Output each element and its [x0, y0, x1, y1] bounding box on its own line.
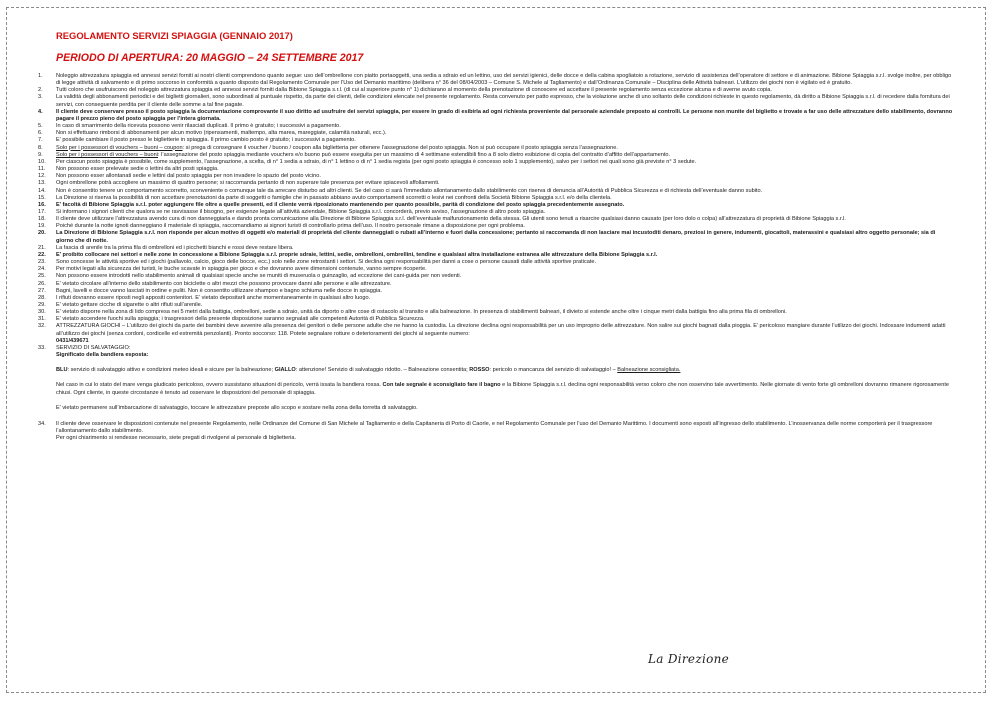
regulation-document: [38, 30, 953, 442]
rule-item: [38, 180, 953, 187]
rule-item: [38, 345, 953, 359]
rule-number: 2.: [38, 87, 43, 94]
rule-text: Si informano i signori clienti che qualora se ne ravvisasse il bisogno, per esigenze legate all’attività aziendale, Bibione Spiaggia s.r.l. concorderà, previo avviso, l’assegnazione di altro posto spiaggia.: [56, 208, 546, 215]
rule-underlined: Solo per i possessori di vouchers – buoni – coupon: [56, 144, 183, 151]
rule-text: Non possono esser allontanati sedie e lettini dal posto spiaggia per non invadere lo spazio del posto vicino.: [56, 173, 321, 180]
rule-number: 13.: [38, 180, 46, 187]
rule-number: 11.: [38, 166, 46, 173]
rule-number: 22.: [38, 251, 46, 258]
danger-text-a: Nel caso in cui lo stato del mare venga giudicato pericoloso, ovvero sussistano situazioni di pericolo, verrà issata la bandiera rossa.: [56, 382, 383, 389]
rule-text: Non possono esser prelevate sedie o lettini da altri posti spiaggia.: [56, 166, 219, 173]
rule-text: SERVIZIO DI SALVATAGGIO:: [56, 344, 131, 351]
rule-text: La Direzione si riserva la possibilità di non accettare prenotazioni da parte di soggetti o famiglie che in passato abbiano avuto comportamenti scorretti o lesivi nei confronti della Società Bibione Spiaggia s.r.l. e/o della clientela.: [56, 194, 612, 201]
rule-number: 29.: [38, 302, 46, 308]
rule-text: Non possono essere introdotti nello stabilimento animali di qualsiasi specie anche se muniti di museruola o guinzaglio, ad eccezione dei cani-guida per non vedenti.: [56, 273, 462, 280]
rule-text: La fascia di arenile tra la prima fila di ombrelloni ed i picchetti bianchi e rossi deve restare libera.: [56, 244, 294, 251]
opening-period: PERIODO DI APERTURA: 20 MAGGIO – 24 SETTEMBRE 2017: [56, 52, 364, 64]
rule-number: 27.: [38, 287, 46, 294]
rule-item: [38, 323, 953, 344]
rule-text: Noleggio attrezzatura spiaggia ed annessi servizi forniti ai nostri clienti comprendono quanto segue: uso dell’ombrellone con piatto portaoggetti, una sedia a sdraio ed un lettino, uso dei servizi igienici, delle docce e della cabina spogliatoio a rotazione, servizio di assistenza dell’operatore di settore e di animazione. Bibione Spiaggia s.r.l. svolge inoltre, per obbligo di legge attività di salvamento e di primo soccorso in conformità a quanto disposto dal Regolamento Comunale per l’Uso del Demanio marittimo (delibera n° 36 del 08/04/2003 – Comune S. Michele al Tagliamento) e dall’Ordinanza Comunale – Disciplina delle Attività balneari. L’utilizzo dei giochi non è vigilato ed è gratuito.: [56, 73, 952, 87]
closing-rule-number: 34.: [38, 420, 46, 427]
rule-text: E’ possibile cambiare il posto presso le biglietterie in spiaggia. Il primo cambio posto è gratuito; i successivi a pagamento.: [56, 137, 356, 144]
closing-rule-contact: Per ogni chiarimento si rendesse necessario, siete pregati di rivolgervi al personale di biglietteria.: [56, 435, 297, 442]
closing-rule-text: Il cliente deve osservare le disposizioni contenute nel presente Regolamento, nelle Ordinanze del Comune di San Michele al Tagliamento e della Capitaneria di Porto di Caorle, e nel Regolamento Comunale per l’uso del Demanio Marittimo. I documenti sono esposti all’ingresso dello stabilimento. L’inosservanza delle norme comporterà per il trasgressore l’allontanamento dallo stabilimento.: [56, 420, 933, 435]
danger-paragraph: [56, 382, 953, 396]
rule-text: La validità degli abbonamenti periodici e dei biglietti giornalieri, sono subordinati al puntuale rispetto, da parte dei clienti, delle condizioni elencate nel presente regolamento. Resta convenuto per patto espresso, che la violazione anche di uno soltanto delle condizioni richieste in questo regolamento, dà diritto a Bibione Spiaggia s.r.l. di recedere dalla fornitura dei servizi, con conseguente perdita per il cliente delle somme a tal fine pagate.: [56, 94, 950, 108]
flag-rosso-label: ROSSO: [469, 367, 490, 374]
rule-item: [38, 202, 953, 209]
rule-item: [38, 73, 953, 87]
flag-giallo-label: GIALLO: [274, 367, 296, 374]
rule-number: 33.: [38, 344, 46, 351]
rule-text: Per motivi legati alla sicurezza dei turisti, le buche scavate in spiaggia per gioco e che dovranno avere dimensioni contenute, vanno sempre ricoperte.: [56, 266, 427, 273]
rule-text: ATTREZZATURA GIOCHI – L’utilizzo dei giochi da parte dei bambini deve avvenire alla presenza dei genitori o delle persone adulte che ne hanno la custodia. La direzione declina ogni responsabilità per un uso improprio delle attrezzature. Non salire sui giochi bagnati dalla pioggia. E’ pericoloso mangiare durante l’utilizzo dei giochi. Indossare indumenti adatti all’utilizzo dei giochi (senza cordoni, cordicelle ed estremità penzolanti). Pronto soccorso: 118. Potete segnalare rotture o deterioramenti dei giochi al seguente numero:: [56, 323, 946, 337]
rule-number: 7.: [38, 137, 43, 144]
danger-text-c: e la Bibione Spiaggia s.r.l. declina ogni responsabilità verso coloro che non osservino tale avvertimento. Nelle giornate di vento forte gli ombrelloni dovranno rimanere rigorosamente chiusi. Ogni cliente, in queste circostanze è tenuto ad osservare le disposizioni del personale di spiaggia.: [56, 382, 949, 396]
rule-item: [38, 245, 953, 252]
rule-item: [38, 195, 953, 202]
flag-blu-text: : servizio di salvataggio attivo e condizioni meteo ideali e sicure per la balneazione;: [67, 367, 275, 374]
rule-item: [38, 266, 953, 273]
rule-number: 6.: [38, 130, 43, 137]
rule-item: [38, 252, 953, 259]
rule-number: 21.: [38, 244, 46, 251]
rule-item: [38, 216, 953, 223]
rule-text: E’ vietato accendere fuochi sulla spiaggia; i trasgressori della presente disposizione saranno segnalati alle competenti Autorità di Pubblica Sicurezza.: [56, 316, 425, 323]
rule-item: [38, 94, 953, 108]
rule-text: E’ proibito collocare nei settori e nelle zone in concessione a Bibione Spiaggia s.r.l. proprie sdraie, lettini, sedie, ombrelloni, ombrellini, tendine e qualsiasi altra installazione estranea alle attrezzature della Bibione Spiaggia s.r.l.: [56, 251, 658, 258]
rule-text: In caso di smarrimento della ricevuta possono venir rilasciati duplicati. Il primo è gratuito; i successivi a pagamento.: [56, 123, 341, 130]
flag-meanings: [56, 367, 953, 374]
rule-item: [38, 273, 953, 280]
rule-item: [38, 173, 953, 180]
rule-number: 1.: [38, 73, 43, 79]
rule-number: 17.: [38, 208, 46, 215]
signature: La Direzione: [648, 652, 730, 666]
rule-number: 25.: [38, 273, 46, 280]
rule-number: 12.: [38, 173, 46, 180]
rule-text: E’ vietato gettare cicche di sigarette o altri rifiuti sull’arenile.: [56, 302, 203, 308]
rule-item: [38, 87, 953, 94]
rule-item: [38, 223, 953, 230]
rule-item: [38, 109, 953, 123]
rule-text: : l’assegnazione del posto spiaggia mediante vouchers e/o buono può essere eseguita per un massimo di 4 settimane estendibili fino a 8 solo dietro esibizione di copia del contratto d’affitto dell’appartamento.: [158, 151, 671, 158]
rule-number: 5.: [38, 123, 43, 130]
rule-text: Il cliente deve conservare presso il posto spiaggia la documentazione comprovante il suo diritto ad usufruire dei servizi spiaggia, per essere in grado di esibirla ad ogni richiesta proveniente dal personale aziendale preposto ai controlli. Le persone non munite del biglietto e trovate a far uso delle attrezzature dello stabilimento, dovranno pagare il prezzo pieno del posto spiaggia per l’intera giornata.: [56, 108, 953, 122]
rule-number: 10.: [38, 158, 46, 165]
rule-number: 28.: [38, 294, 46, 301]
rule-item: [38, 302, 953, 309]
flag-rosso-text: : pericolo o mancanza del servizio di salvataggio! –: [489, 367, 618, 374]
rule-number: 3.: [38, 94, 43, 101]
rule-item: [38, 288, 953, 295]
closing-rule: [38, 421, 953, 442]
rule-item: [38, 123, 953, 130]
rule-text: E’ vietato disporre nella zona di lido compresa nei 5 metri dalla battigia, ombrelloni, sedie a sdraio, unità da diporto o altre cose di ostacolo al transito e alla balneazione. In presenza di stabilimenti balneari, il divieto si estende anche oltre i cinque metri dalla battigia fino alla prima fila di ombrelloni.: [56, 309, 787, 316]
rule-number: 19.: [38, 223, 46, 230]
rule-item: [38, 159, 953, 166]
rules-list: [38, 73, 953, 359]
rule-number: 23.: [38, 259, 46, 266]
rule-text: Tutti coloro che usufruiscono del noleggio attrezzatura spiaggia ed annessi servizi forniti dalla Bibione Spiaggia s.r.l. (di cui al superiore punto n° 1) dichiarano al momento della prenotazione di conoscere ed accettare il presente regolamento senza eccezione alcuna e di averne avuto copia.: [56, 87, 772, 94]
rule-text: La Direzione di Bibione Spiaggia s.r.l. non risponde per alcun motivo di oggetti e/o materiali di proprietà del cliente danneggiati o rubati all’interno e fuori dalla concessione; pertanto si raccomanda di non lasciare mai incustoditi denaro, preziosi in genere, indumenti, giocattoli, materassini e qualsiasi altro oggetto personale; sia di giorno che di notte.: [56, 230, 936, 244]
rule-item: [38, 145, 953, 152]
rule-number: 14.: [38, 187, 46, 194]
rule-number: 32.: [38, 323, 46, 330]
rule-text: Non si effettuano rimborsi di abbonamenti per alcun motivo (ripensamenti, maltempo, alta marea, mareggiate, calamità naturali, ecc.).: [56, 130, 387, 137]
rule-text: Il cliente deve utilizzare l’attrezzatura avendo cura di non danneggiarla e dando pronta comunicazione alla Direzione di Bibione Spiaggia s.r.l. dell’eventuale malfunzionamento della stessa. Gli utenti sono tenuti a risarcire qualsiasi danno causato (per loro dolo o colpa) all’attrezzatura di proprietà di Bibione Spiaggia s.r.l.: [56, 216, 846, 223]
rule-item: [38, 188, 953, 195]
rule-text: Per ciascun posto spiaggia è possibile, come supplemento, l’assegnazione, a scelta, di n° 1 sedia a sdraio, di n° 1 lettino o di n° 1 sedia regista (per ogni posto spiaggia è concesso solo 1 supplemento), salvo per i settori nei quali sono già previste n° 3 sedute.: [56, 158, 697, 165]
rule-bold-line: 0431/439671: [56, 337, 89, 344]
rule-number: 30.: [38, 309, 46, 316]
rule-text: I rifiuti dovranno essere riposti negli appositi contenitori. E’ vietato depositarli anche momentaneamente in qualsiasi altro luogo.: [56, 294, 371, 301]
rule-text: E’ facoltà di Bibione Spiaggia s.r.l. poter aggiungere file oltre a quelle presenti, ed il cliente verrà riposizionato mantenendo per quanto possibile, parità di condizione del posto spiaggia precedentemente assegnato.: [56, 201, 625, 208]
rule-text: Ogni ombrellone potrà accogliere un massimo di quattro persone; si raccomanda pertanto di non superare tale presenza per evitare spiacevoli affollamenti.: [56, 180, 440, 187]
rule-item: [38, 130, 953, 137]
rule-text: Bagni, lavelli e docce vanno lasciati in ordine e puliti. Non è consentito utilizzare shampoo e bagno schiuma nelle docce in spiaggia.: [56, 287, 382, 294]
danger-text-bold: Con tale segnale è sconsigliato fare il bagno: [382, 382, 501, 389]
rule-item: [38, 316, 953, 323]
flag-rosso-warning: Balneazione sconsigliata.: [617, 367, 681, 374]
document-title: REGOLAMENTO SERVIZI SPIAGGIA (GENNAIO 2017): [56, 30, 293, 41]
rule-number: 4.: [38, 108, 43, 115]
rule-item: [38, 230, 953, 244]
rule-number: 18.: [38, 216, 46, 223]
rule-number: 20.: [38, 230, 46, 237]
rule-text: E’ vietato circolare all’interno dello stabilimento con biciclette o altri mezzi che possono provocare danni alle persone e alle attrezzature.: [56, 280, 392, 287]
rule-item: [38, 209, 953, 216]
rule-item: [38, 259, 953, 266]
rule-number: 26.: [38, 280, 46, 287]
flag-giallo-text: : attenzione! Servizio di salvataggio ridotto. – Balneazione consentita;: [295, 367, 470, 374]
rule-item: [38, 166, 953, 173]
rule-item: [38, 295, 953, 302]
rule-number: 9.: [38, 151, 43, 158]
rule-bold-line: Significato della bandiera esposta:: [56, 352, 149, 359]
rule-text: : si prega di consegnare il voucher / buono / coupon alla biglietteria per ottenere l’assegnazione del posto spiaggia. Non si può occupare il posto spiaggia senza l’assegnazione.: [182, 144, 618, 151]
rule-text: Sono concesse le attività sportive ed i giochi (pallavolo, calcio, gioco delle bocce, ecc.) solo nelle zone retrostanti i settori. Si declina ogni responsabilità per danni a cose o persone causati dalle attività sportive praticate.: [56, 259, 597, 266]
rule-number: 15.: [38, 194, 46, 201]
rule-underlined: Solo per i possessori di vouchers – buoni: [56, 151, 158, 158]
rule-number: 24.: [38, 266, 46, 273]
rule-number: 8.: [38, 144, 43, 151]
rule-item: [38, 281, 953, 288]
rule-number: 31.: [38, 316, 46, 323]
boarding-paragraph: E’ vietato permanere sull’imbarcazione di salvataggio, toccare le attrezzature preposte allo scopo e sostare nella zona della torretta di salvataggio.: [56, 404, 418, 411]
rule-number: 16.: [38, 201, 46, 208]
rule-text: Poiché durante la notte ignoti danneggiano il materiale di spiaggia, raccomandiamo ai signori turisti di controllarlo prima dell’uso. Il nostro personale rimane a disposizione per ogni problema.: [56, 223, 525, 230]
rule-item: [38, 137, 953, 144]
flag-blu-label: BLU: [56, 367, 68, 374]
rule-text: Non è consentito tenere un comportamento scorretto, sconveniente o comunque tale da arrecare disturbo ad altri clienti. Se del caso ci sarà l’immediato allontanamento dallo stabilimento con riserva di denuncia all’Autorità di Pubblica Sicurezza e di richiesta dell’eventuale danno subito.: [56, 187, 763, 194]
rule-item: [38, 309, 953, 316]
rule-item: [38, 152, 953, 159]
